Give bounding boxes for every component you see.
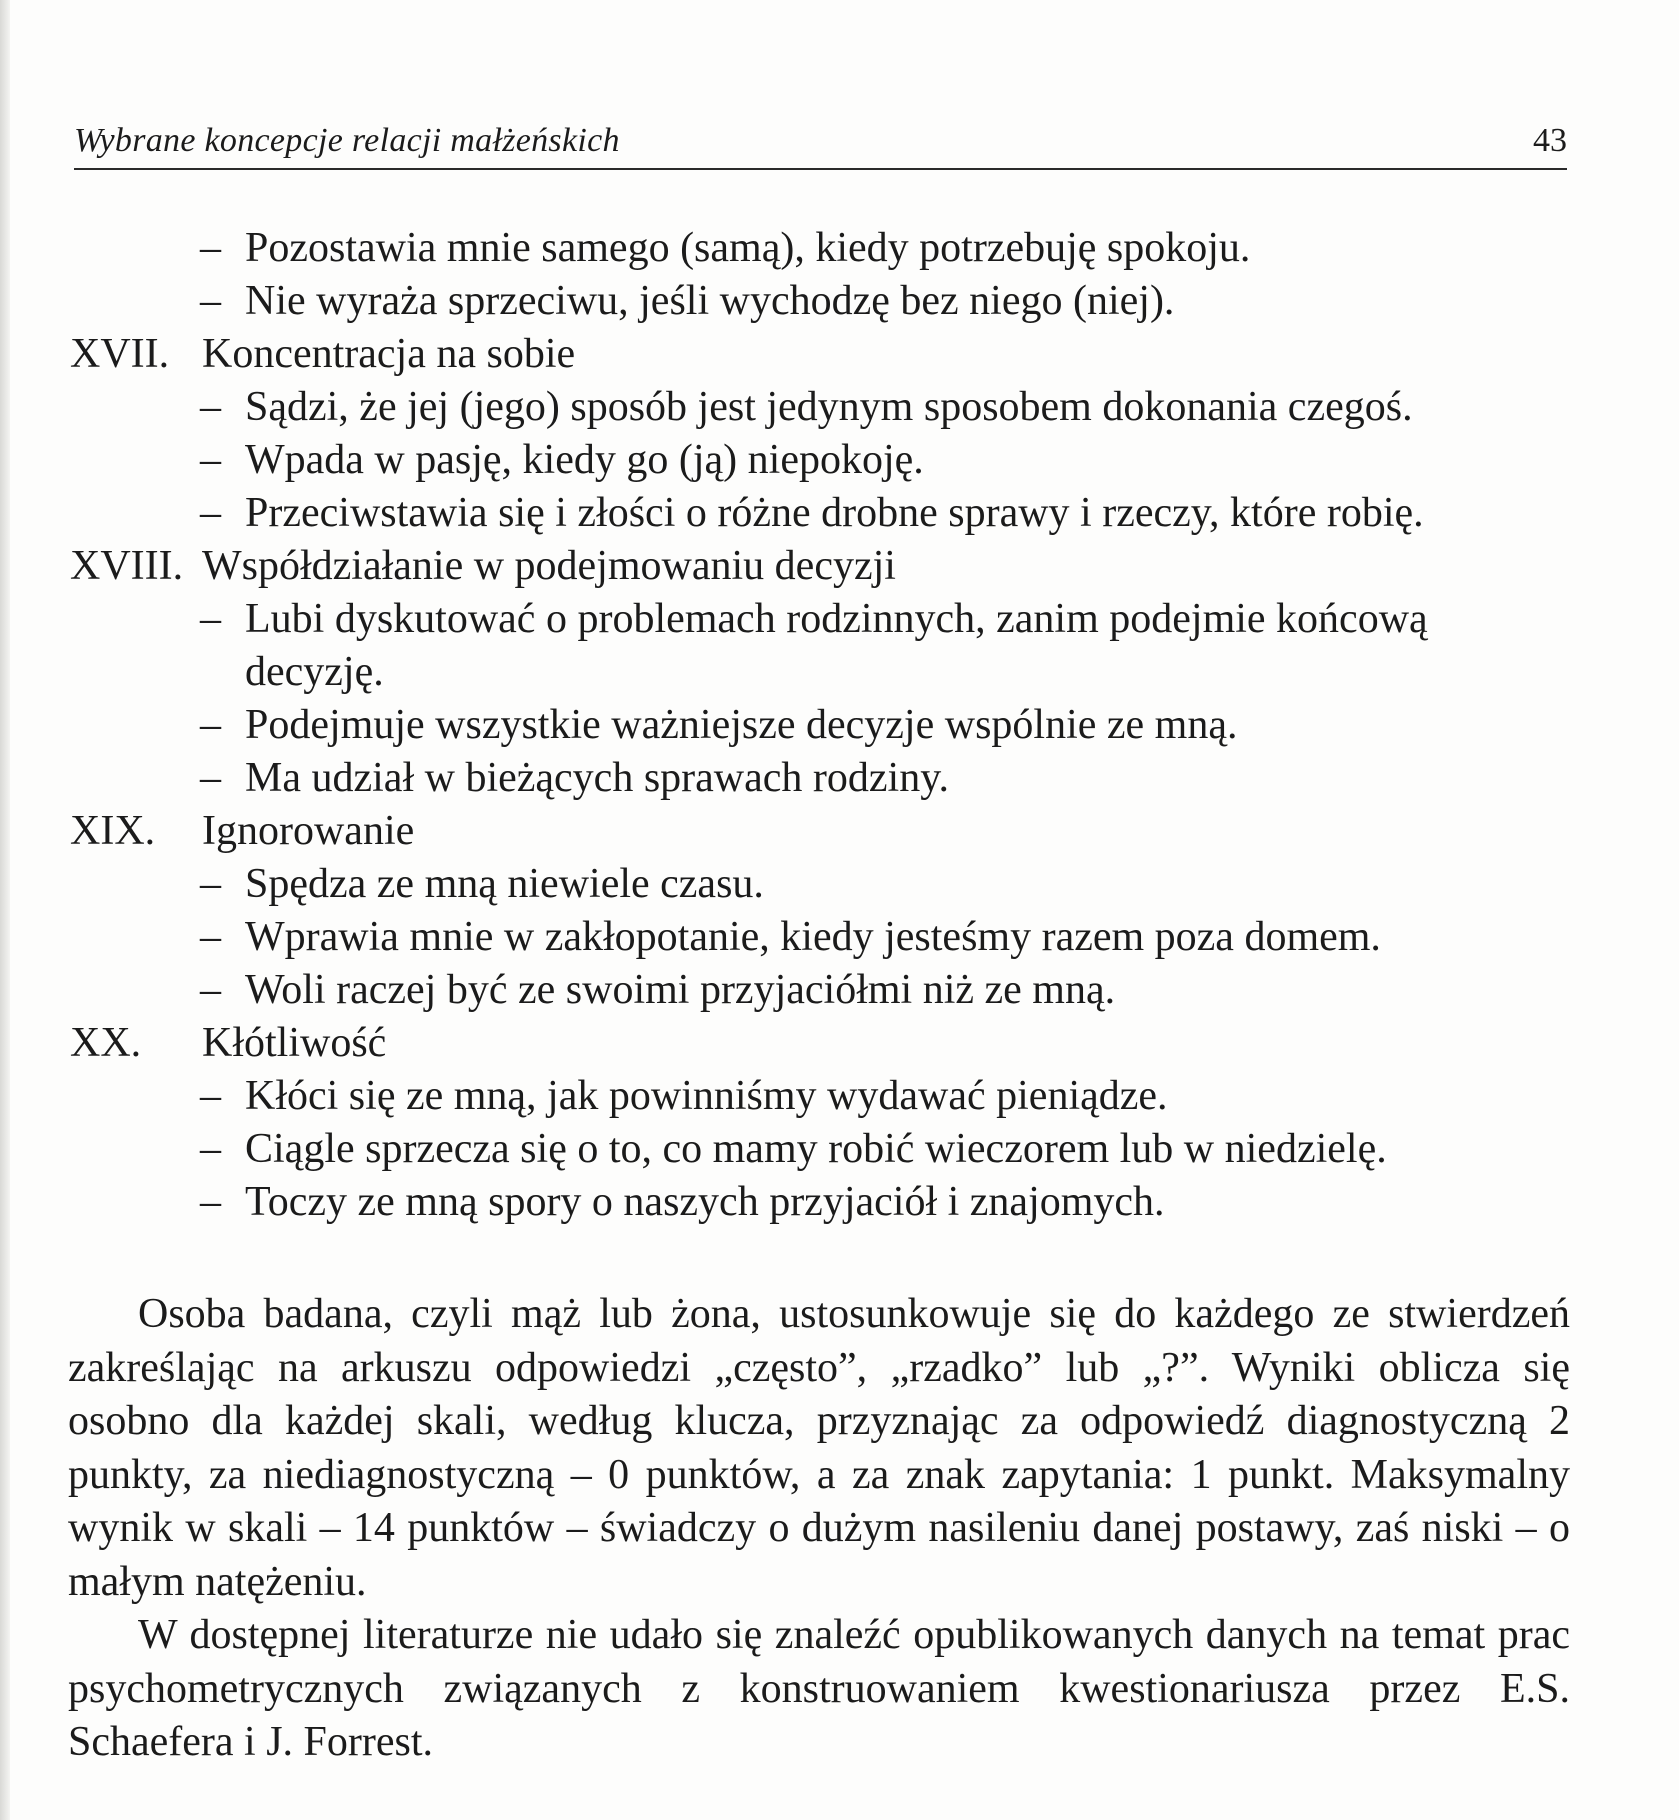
- item-text: Pozostawia mnie samego (samą), kiedy potrzebuję spokoju.: [245, 225, 1251, 271]
- list-item: [70, 1070, 1570, 1123]
- list-item: [70, 381, 1570, 434]
- page-edge-shadow: [0, 0, 10, 1820]
- section-title: Współdziałanie w podejmowaniu decyzji: [202, 543, 896, 589]
- section-numeral: XX.: [70, 1020, 142, 1066]
- section-title: Ignorowanie: [202, 808, 415, 854]
- list-item: [70, 1176, 1570, 1229]
- body-paragraph: W dostępnej literaturze nie udało się znaleźć opublikowanych danych na temat prac psychometrycznych związanych z konstruowaniem kwestionariusza przez E.S. Schaefera i J. Forrest.: [68, 1612, 1570, 1765]
- item-text: Ma udział w bieżących sprawach rodziny.: [245, 755, 949, 801]
- section-numeral: XVII.: [70, 331, 170, 377]
- body-text: [68, 1288, 1570, 1770]
- section-heading: [70, 1017, 1570, 1070]
- dash-bullet: –: [200, 490, 221, 536]
- dash-bullet: –: [200, 384, 221, 430]
- dash-bullet: –: [200, 596, 221, 642]
- item-text: Spędza ze mną niewiele czasu.: [245, 861, 764, 907]
- dash-bullet: –: [200, 1126, 221, 1172]
- list-item: [70, 964, 1570, 1017]
- item-text: Toczy ze mną spory o naszych przyjaciół i znajomych.: [245, 1179, 1165, 1225]
- item-text: Woli raczej być ze swoimi przyjaciółmi niż ze mną.: [245, 967, 1116, 1013]
- item-text: Sądzi, że jej (jego) sposób jest jedynym sposobem dokonania czegoś.: [245, 384, 1413, 430]
- list-item: [70, 911, 1570, 964]
- dash-bullet: –: [200, 967, 221, 1013]
- section-numeral: XVIII.: [70, 543, 184, 589]
- list-item: [70, 1123, 1570, 1176]
- dash-bullet: –: [200, 755, 221, 801]
- dash-bullet: –: [200, 702, 221, 748]
- section-numeral: XIX.: [70, 808, 156, 854]
- section-heading: [70, 328, 1570, 381]
- dash-bullet: –: [200, 861, 221, 907]
- item-text: Ciągle sprzecza się o to, co mamy robić wieczorem lub w niedzielę.: [245, 1126, 1387, 1172]
- item-text: Lubi dyskutować o problemach rodzinnych, zanim podejmie końcową decyzję.: [245, 596, 1428, 695]
- dash-bullet: –: [200, 278, 221, 324]
- item-text: Kłóci się ze mną, jak powinniśmy wydawać pieniądze.: [245, 1073, 1168, 1119]
- list-item: [70, 593, 1570, 699]
- list-item: [70, 275, 1570, 328]
- section-title: Kłótliwość: [202, 1020, 387, 1066]
- dash-bullet: –: [200, 1179, 221, 1225]
- item-text: Wprawia mnie w zakłopotanie, kiedy jesteśmy razem poza domem.: [245, 914, 1381, 960]
- item-text: Wpada w pasję, kiedy go (ją) niepokoję.: [245, 437, 924, 483]
- list-item: [70, 487, 1570, 540]
- page-number: 43: [1533, 122, 1567, 159]
- item-text: Nie wyraża sprzeciwu, jeśli wychodzę bez niego (niej).: [245, 278, 1175, 324]
- section-title: Koncentracja na sobie: [202, 331, 576, 377]
- running-header: [74, 118, 1567, 170]
- item-text: Podejmuje wszystkie ważniejsze decyzje wspólnie ze mną.: [245, 702, 1238, 748]
- list-item: [70, 752, 1570, 805]
- dash-bullet: –: [200, 1073, 221, 1119]
- dash-bullet: –: [200, 914, 221, 960]
- section-heading: [70, 805, 1570, 858]
- body-paragraph: Osoba badana, czyli mąż lub żona, ustosunkowuje się do każdego ze stwierdzeń zakreślając na arkuszu odpowiedzi „często”, „rzadko” lub „?”. Wyniki oblicza się osobno dla każdej skali, według klucza, przyznając za odpowiedź diagnostyczną 2 punkty, za niediagnostyczną – 0 punktów, a za znak zapytania: 1 punkt. Maksymalny wynik w skali – 14 punktów – świadczy o dużym nasileniu danej postawy, zaś niski – o małym natężeniu.: [68, 1291, 1570, 1605]
- dash-bullet: –: [200, 225, 221, 271]
- list-item: [70, 434, 1570, 487]
- item-text: Przeciwstawia się i złości o różne drobne sprawy i rzeczy, które robię.: [245, 490, 1424, 536]
- running-title: Wybrane koncepcje relacji małżeńskich: [74, 122, 620, 159]
- list-item: [70, 858, 1570, 911]
- scale-items-list: [70, 222, 1570, 1229]
- list-item: [70, 222, 1570, 275]
- section-heading: [70, 540, 1570, 593]
- dash-bullet: –: [200, 437, 221, 483]
- list-item: [70, 699, 1570, 752]
